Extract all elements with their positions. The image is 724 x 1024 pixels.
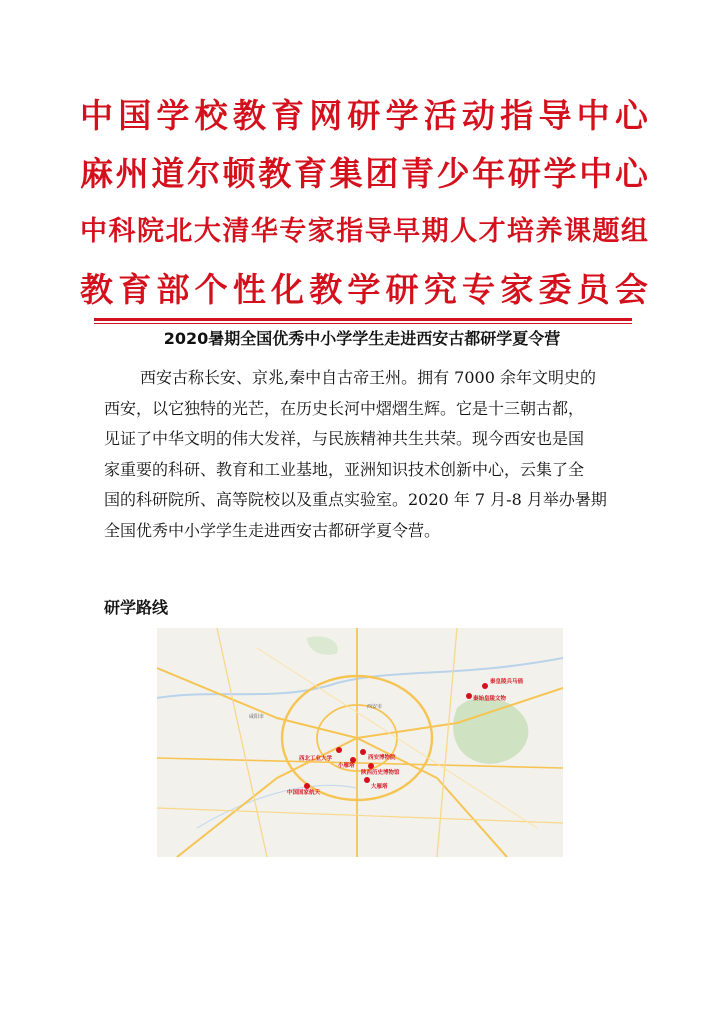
section-title-route: 研学路线: [104, 598, 169, 617]
header-char: 专: [462, 270, 496, 309]
header-line-3: [80, 212, 648, 252]
intro-paragraph: [104, 363, 624, 546]
header-char: 集: [329, 154, 363, 193]
header-char: 才: [478, 216, 506, 247]
header-char: 中: [576, 96, 610, 135]
header-char: 家: [500, 270, 534, 309]
map-marker-pin: [482, 683, 488, 689]
header-char: 员: [576, 270, 610, 309]
header-char: 学: [543, 154, 577, 193]
header-char: 心: [614, 96, 648, 135]
map-marker-pin: [360, 749, 366, 755]
map-marker-label: 西安博物院: [368, 755, 396, 761]
header-char: 科: [108, 216, 136, 247]
header-char: 中: [579, 154, 613, 193]
header-char: 教: [309, 270, 343, 309]
header-char: 中: [80, 216, 107, 247]
header-char: 教: [232, 96, 266, 135]
map-label-city: 西安市: [367, 704, 383, 710]
header-char: 指: [500, 96, 534, 135]
map-marker-pin: [336, 747, 342, 753]
document-title: 2020暑期全国优秀中小学学生走进西安古都研学夏令营: [163, 329, 561, 348]
header-line-1: [80, 96, 648, 136]
header-char: 育: [293, 154, 327, 193]
header-char: 麻: [80, 154, 113, 193]
map-marker-label: 秦皇陵兵马俑: [490, 679, 524, 685]
header-char: 研: [347, 96, 381, 135]
header-char: 题: [592, 216, 620, 247]
header-char: 期: [421, 216, 449, 247]
map-marker-pin: [364, 777, 370, 783]
header-char: 学: [347, 270, 381, 309]
paragraph-line: 西安，以它独特的光芒，在历史长河中熠熠生辉。它是十三朝古都，: [104, 398, 585, 418]
paragraph-line: 见证了中华文明的伟大发祥，与民族精神共生共荣。现今西安也是国: [104, 429, 585, 448]
header-char: 导: [538, 96, 572, 135]
header-char: 青: [400, 154, 434, 193]
header-char: 专: [279, 216, 307, 247]
header-char: 活: [423, 96, 457, 135]
header-char: 清: [222, 216, 250, 247]
header-char: 培: [507, 216, 535, 247]
header-char: 性: [232, 270, 266, 309]
header-char: 尔: [186, 154, 220, 193]
header-char: 州: [115, 154, 149, 193]
header-char: 校: [194, 96, 228, 135]
header-char: 北: [165, 216, 193, 247]
header-char: 团: [365, 154, 399, 193]
map-label-suburb: 咸阳市: [249, 714, 265, 720]
header-char: 指: [336, 216, 364, 247]
map-marker-label: 小雁塔: [338, 763, 355, 769]
paragraph-line: 家重要的科研、教育和工业基地，亚洲知识技术创新中心，云集了全: [104, 459, 585, 479]
header-char: 教: [258, 154, 292, 193]
map-marker-label: 大雁塔: [371, 784, 388, 790]
header-char: 中: [80, 96, 113, 135]
map-marker-pin: [466, 693, 472, 699]
route-map-svg: [157, 628, 563, 857]
route-map: [157, 628, 563, 857]
header-char: 教: [80, 270, 113, 309]
header-char: 顿: [222, 154, 256, 193]
map-marker-label: 中国国家航天: [287, 790, 321, 796]
header-char: 部: [156, 270, 190, 309]
header-char: 育: [271, 96, 305, 135]
header-char: 组: [620, 216, 648, 247]
map-marker-pin: [368, 763, 374, 769]
paragraph-line: 全国优秀中小学学生走进西安古都研学夏令营。: [104, 520, 441, 540]
header-char: 学: [385, 96, 419, 135]
header-char: 研: [385, 270, 419, 309]
header-char: 会: [614, 270, 648, 309]
red-divider-thin: [94, 323, 632, 324]
header-char: 心: [614, 154, 648, 193]
header-char: 究: [423, 270, 457, 309]
header-char: 研: [507, 154, 541, 193]
header-char: 学: [156, 96, 190, 135]
header-char: 早: [393, 216, 421, 247]
header-char: 育: [118, 270, 152, 309]
header-char: 年: [472, 154, 506, 193]
header-char: 大: [193, 216, 221, 247]
map-marker-pin: [304, 783, 310, 789]
header-char: 养: [535, 216, 563, 247]
red-divider-thick: [94, 318, 632, 321]
header-char: 院: [136, 216, 164, 247]
header-char: 国: [118, 96, 152, 135]
paragraph-line: 国的科研院所、高等院校以及重点实验室。2020 年 7 月-8 月举办暑期: [104, 490, 607, 509]
header-char: 少: [436, 154, 470, 193]
map-marker-label: 陕西历史博物馆: [361, 770, 400, 776]
header-char: 道: [151, 154, 185, 193]
paragraph-line: 西安古称长安、京兆,秦中自古帝王州。拥有 7000 余年文明史的: [140, 368, 596, 387]
header-char: 委: [538, 270, 572, 309]
header-line-2: [80, 154, 648, 194]
header-char: 化: [271, 270, 305, 309]
header-char: 导: [364, 216, 392, 247]
header-line-4: [80, 270, 648, 310]
map-marker-label: 秦始皇陵文物: [473, 696, 507, 702]
header-char: 网: [309, 96, 343, 135]
header-char: 课: [563, 216, 591, 247]
map-marker-label: 西北工业大学: [299, 756, 333, 762]
header-char: 华: [250, 216, 278, 247]
header-char: 个: [194, 270, 228, 309]
header-char: 动: [462, 96, 496, 135]
header-char: 人: [450, 216, 478, 247]
header-char: 家: [307, 216, 335, 247]
